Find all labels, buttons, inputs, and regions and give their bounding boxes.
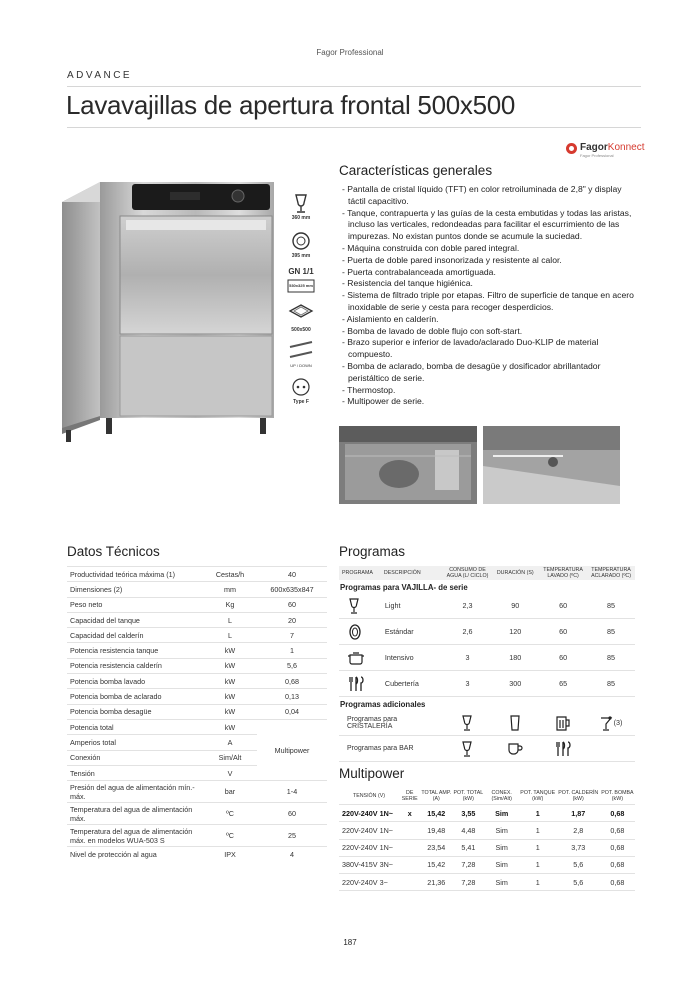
program-desc: Light (384, 593, 444, 619)
tech-label: Nivel de protección al agua (67, 847, 203, 862)
tech-label: Temperatura del agua de alimentación máx. (67, 803, 203, 825)
tech-value: 20 (257, 612, 327, 627)
feature-item: - Brazo superior e inferior de lavado/aclarado Duo-KLIP de material compuesto. (339, 337, 639, 361)
program-desc: Estándar (384, 619, 444, 645)
tech-row (67, 803, 327, 825)
multipower-cell: 15,42 (420, 805, 452, 822)
double-arm-icon (286, 339, 316, 361)
tech-unit: kW (203, 643, 257, 658)
tech-unit: Sim/Alt (203, 750, 257, 765)
tray-size-badge: 530x325 mm (282, 279, 320, 300)
tech-row (67, 567, 327, 582)
tech-value: 60 (257, 803, 327, 825)
multipower-cell: 2,8 (557, 822, 600, 839)
tech-unit: ºC (203, 825, 257, 847)
tech-label: Tensión (67, 765, 203, 780)
feature-item: - Aislamiento en calderín. (339, 314, 639, 326)
multipower-col-header: POT. TANQUE (kW) (519, 788, 557, 805)
multipower-cell: 21,36 (420, 873, 452, 890)
tech-unit: kW (203, 658, 257, 673)
cristaleria-note: (3) (613, 717, 623, 727)
multipower-col-header: DE SERIE (399, 788, 420, 805)
program-duration: 90 (491, 593, 539, 619)
vajilla-subtitle: Programas para VAJILLA- de serie (340, 583, 468, 592)
tech-value: 600x635x847 (257, 582, 327, 597)
col-descripcion: DESCRIPCIÓN (383, 570, 421, 576)
tech-label: Dimensiones (2) (67, 582, 203, 597)
wash-arm-badge: UP / DOWN (282, 339, 320, 368)
tech-unit: Cestas/h (203, 567, 257, 582)
multipower-cell: 15,42 (420, 856, 452, 873)
multipower-cell: 5,41 (452, 839, 485, 856)
program-water: 3 (444, 645, 492, 671)
tech-label: Amperios total (67, 735, 203, 750)
tech-title: Datos Técnicos (67, 544, 160, 559)
feature-item: - Bomba de aclarado, bomba de desagüe y dosificador abrillantador peristáltico de serie. (339, 361, 639, 385)
multipower-cell: 220V-240V 1N~ (339, 805, 399, 822)
tech-table (67, 566, 327, 861)
multipower-cell (399, 839, 420, 856)
multipower-cell (399, 856, 420, 873)
program-rinse-temp: 85 (587, 619, 635, 645)
tech-label: Conexión (67, 750, 203, 765)
multipower-cell (399, 822, 420, 839)
tech-unit: kW (203, 704, 257, 719)
tech-label: Capacidad del calderín (67, 628, 203, 643)
additional-subtitle: Programas adicionales (340, 700, 426, 709)
logo-name: FagorKonnect (580, 142, 645, 153)
program-desc: Intensivo (384, 645, 444, 671)
feature-item: - Thermostop. (339, 385, 639, 397)
programs-header-row (339, 566, 635, 580)
plug-type-badge: Type F (282, 377, 320, 405)
multipower-row (339, 839, 635, 856)
tech-unit: IPX (203, 847, 257, 862)
program-water: 3 (444, 671, 492, 697)
programs-table (339, 566, 635, 762)
tech-label: Potencia bomba de aclarado (67, 689, 203, 704)
multipower-cell: 5,6 (557, 856, 600, 873)
tech-label: Productividad teórica máxima (1) (67, 567, 203, 582)
multipower-cell: x (399, 805, 420, 822)
multipower-title: Multipower (339, 766, 405, 781)
multipower-cell: 380V-415V 3N~ (339, 856, 399, 873)
tech-row (67, 597, 327, 612)
tech-row (67, 658, 327, 673)
multipower-cell: Sim (485, 839, 519, 856)
tech-row (67, 674, 327, 689)
multipower-cell: Sim (485, 805, 519, 822)
tech-row (67, 847, 327, 862)
multipower-cell: 3,73 (557, 839, 600, 856)
program-water: 2,3 (444, 593, 492, 619)
program-desc: Cubertería (384, 671, 444, 697)
col-temp-lavado: TEMPERATURA LAVADO (ºC) (543, 567, 583, 579)
program-water: 2,6 (444, 619, 492, 645)
multipower-cell: 0,68 (600, 822, 635, 839)
tech-unit: bar (203, 781, 257, 803)
tech-unit: L (203, 628, 257, 643)
dishwasher-image (60, 178, 274, 446)
feature-item: - Puerta contrabalanceada amortiguada. (339, 267, 639, 279)
multipower-cell: 220V-240V 3~ (339, 873, 399, 890)
program-wash-temp: 60 (539, 593, 587, 619)
program-rinse-temp: 85 (587, 671, 635, 697)
tech-row (67, 781, 327, 803)
glass-height-badge: 360 mm (282, 193, 320, 221)
basket-size-badge: 500x500 (282, 303, 320, 333)
feature-item: - Resistencia del tanque higiénica. (339, 278, 639, 290)
logo-tagline: Fagor Professional (580, 153, 614, 158)
program-row (339, 671, 635, 697)
tech-row (67, 704, 327, 719)
plate-icon (347, 624, 363, 640)
tech-unit: kW (203, 719, 257, 734)
multipower-cell: Sim (485, 873, 519, 890)
multipower-cell: 1 (519, 822, 557, 839)
gn-label: GN 1/1 (288, 267, 314, 276)
program-wash-temp: 65 (539, 671, 587, 697)
tech-unit: ºC (203, 803, 257, 825)
multipower-cell: 5,6 (557, 873, 600, 890)
multipower-cell: Sim (485, 856, 519, 873)
tech-label: Capacidad del tanque (67, 612, 203, 627)
tech-value: 1-4 (257, 781, 327, 803)
basket-icon (288, 303, 314, 325)
features-list (339, 184, 639, 408)
multipower-col-header: POT. TOTAL (kW) (452, 788, 485, 805)
series-label: ADVANCE (67, 70, 133, 81)
multipower-value: Multipower (257, 719, 327, 780)
title-divider (67, 127, 641, 128)
multipower-cell: 1 (519, 856, 557, 873)
multipower-cell: 0,68 (600, 856, 635, 873)
tech-label: Peso neto (67, 597, 203, 612)
plug-icon (291, 377, 311, 397)
multipower-cell (399, 873, 420, 890)
tech-value: 5,6 (257, 658, 327, 673)
tech-label: Potencia resistencia calderín (67, 658, 203, 673)
plate-height-badge: 395 mm (282, 231, 320, 259)
program-duration: 120 (491, 619, 539, 645)
multipower-header-row (339, 788, 635, 805)
tech-value: 0,13 (257, 689, 327, 704)
tech-unit: kW (203, 689, 257, 704)
tech-row (67, 582, 327, 597)
wine-glass-icon (460, 715, 474, 731)
tech-value: 40 (257, 567, 327, 582)
cocktail-glass-icon (600, 715, 614, 731)
program-row (339, 645, 635, 671)
multipower-cell: 19,48 (420, 822, 452, 839)
wine-glass-icon (347, 598, 361, 614)
wine-glass-icon (460, 741, 474, 757)
multipower-cell: 4,48 (452, 822, 485, 839)
multipower-cell: 7,28 (452, 856, 485, 873)
feature-item: - Pantalla de cristal líquido (TFT) en color retroiluminada de 2,8" y display táctil capacitivo. (339, 184, 639, 208)
tech-unit: V (203, 765, 257, 780)
multipower-cell: 0,68 (600, 873, 635, 890)
multipower-col-header: TOTAL AMP. (A) (420, 788, 452, 805)
tech-unit: mm (203, 582, 257, 597)
brand-header: Fagor Professional (316, 48, 384, 57)
tech-label: Temperatura del agua de alimentación máx. en modelos WUA-503 S (67, 825, 203, 847)
col-consumo: CONSUMO DE AGUA (L/ CICLO) (446, 567, 489, 579)
multipower-row (339, 822, 635, 839)
tech-row (67, 719, 327, 734)
tech-value: 25 (257, 825, 327, 847)
multipower-row (339, 873, 635, 890)
multipower-cell: 220V-240V 1N~ (339, 839, 399, 856)
beer-mug-icon (555, 715, 571, 731)
multipower-row (339, 856, 635, 873)
konnect-logo-icon (566, 143, 577, 154)
tech-value: 0,68 (257, 674, 327, 689)
program-row (339, 619, 635, 645)
multipower-row (339, 805, 635, 822)
program-duration: 300 (491, 671, 539, 697)
multipower-cell: 1,87 (557, 805, 600, 822)
col-programa: PROGRAMA (342, 570, 373, 576)
col-temp-aclarado: TEMPERATURA ACLARADO (ºC) (591, 567, 631, 579)
multipower-cell: 1 (519, 805, 557, 822)
door-photo (483, 426, 620, 504)
cutlery-icon (347, 676, 365, 692)
cutlery-icon (554, 741, 572, 757)
page-title: Lavavajillas de apertura frontal 500x500 (66, 90, 516, 120)
tech-row (67, 612, 327, 627)
coffee-cup-icon (507, 742, 523, 756)
tech-value: 4 (257, 847, 327, 862)
bar-row (339, 736, 635, 762)
tumbler-icon (509, 715, 521, 731)
tech-row (67, 628, 327, 643)
programs-title: Programas (339, 544, 406, 559)
features-title: Características generales (339, 163, 493, 178)
pot-icon (347, 651, 365, 665)
multipower-cell: 7,28 (452, 873, 485, 890)
feature-item: - Tanque, contrapuerta y las guías de la cesta embutidas y todas las aristas, incluso las verticales, redondeadas para facilitar el escurrimiento de las impurezas. No existan puntos donde se acumule la suciedad. (339, 208, 639, 243)
tech-value: 0,04 (257, 704, 327, 719)
multipower-col-header: POT. CALDERÍN (kW) (557, 788, 600, 805)
tech-label: Presión del agua de alimentación mín.-máx. (67, 781, 203, 803)
tech-unit: Kg (203, 597, 257, 612)
multipower-cell: Sim (485, 822, 519, 839)
tech-row (67, 689, 327, 704)
multipower-cell: 220V-240V 1N~ (339, 822, 399, 839)
tech-row (67, 825, 327, 847)
cristaleria-label: Programas para CRISTALERÍA (339, 710, 444, 736)
tech-label: Potencia resistencia tanque (67, 643, 203, 658)
program-duration: 180 (491, 645, 539, 671)
feature-item: - Bomba de lavado de doble flujo con soft-start. (339, 326, 639, 338)
plate-icon (290, 231, 312, 251)
program-rinse-temp: 85 (587, 593, 635, 619)
feature-item: - Sistema de filtrado triple por etapas. Filtro de superficie de tanque en acero inoxidable de serie y cesta para recoger desperdicios. (339, 290, 639, 314)
col-duracion: DURACIÓN (S) (496, 570, 534, 576)
page-number: 187 (343, 938, 357, 947)
multipower-cell: 3,55 (452, 805, 485, 822)
tech-value: 1 (257, 643, 327, 658)
tech-unit: L (203, 612, 257, 627)
feature-item: - Puerta de doble pared insonorizada y resistente al calor. (339, 255, 639, 267)
tech-row (67, 643, 327, 658)
wine-glass-icon (290, 193, 312, 213)
multipower-col-header: POT. BOMBA (kW) (600, 788, 635, 805)
interior-photo (339, 426, 477, 504)
tech-label: Potencia bomba lavado (67, 674, 203, 689)
multipower-col-header: CONEX. (Sim/Alt) (485, 788, 519, 805)
multipower-cell: 0,68 (600, 839, 635, 856)
feature-item: - Multipower de serie. (339, 396, 639, 408)
multipower-table (339, 788, 635, 891)
program-wash-temp: 60 (539, 619, 587, 645)
program-wash-temp: 60 (539, 645, 587, 671)
tech-label: Potencia total (67, 719, 203, 734)
tech-value: 7 (257, 628, 327, 643)
top-divider (67, 86, 641, 87)
multipower-cell: 0,68 (600, 805, 635, 822)
fagor-konnect-logo (566, 141, 648, 159)
bar-label: Programas para BAR (339, 736, 444, 762)
multipower-col-header: TENSIÓN (V) (339, 788, 399, 805)
program-rinse-temp: 85 (587, 645, 635, 671)
program-row (339, 593, 635, 619)
tech-unit: kW (203, 674, 257, 689)
tech-unit: A (203, 735, 257, 750)
feature-item: - Máquina construida con doble pared integral. (339, 243, 639, 255)
tech-label: Potencia bomba desagüe (67, 704, 203, 719)
multipower-cell: 1 (519, 839, 557, 856)
multipower-cell: 1 (519, 873, 557, 890)
multipower-cell: 23,54 (420, 839, 452, 856)
tech-value: 60 (257, 597, 327, 612)
cristaleria-row (339, 710, 635, 736)
